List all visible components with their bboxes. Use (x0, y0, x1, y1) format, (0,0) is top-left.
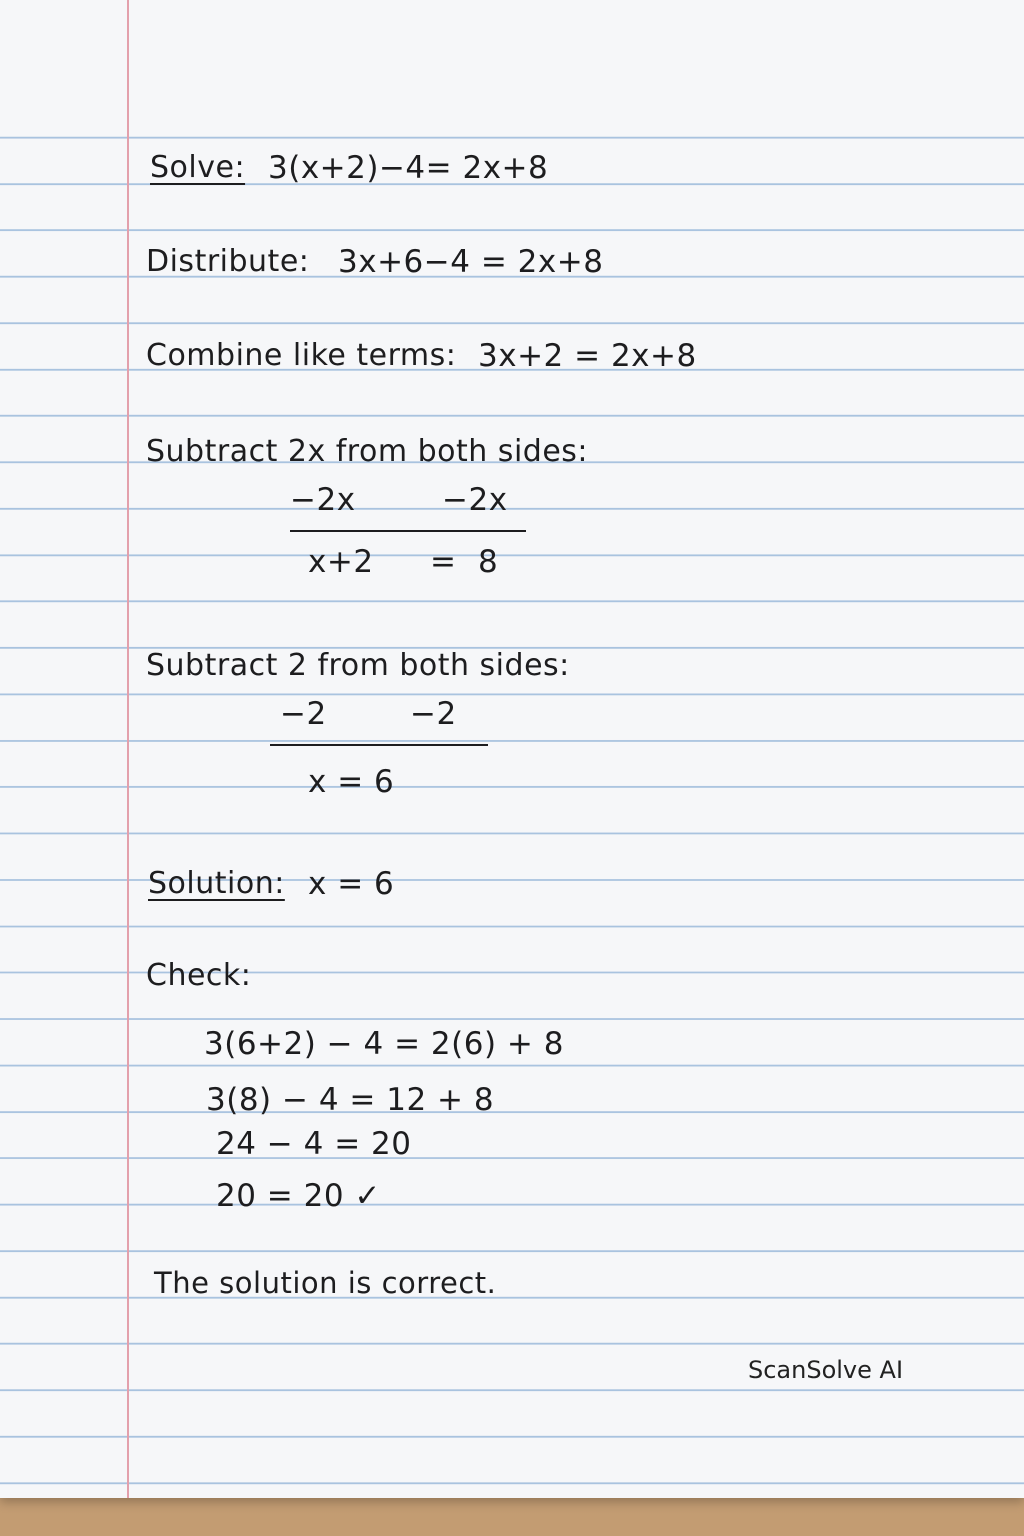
subtract-2x-instruction: Subtract 2x from both sides: (146, 434, 589, 469)
combine-equation: 3x+2 = 2x+8 (478, 338, 697, 374)
subtract-2-left-operand: −2 (280, 696, 327, 732)
subtract-2-rule (270, 744, 488, 746)
brand-signature: ScanSolve AI (748, 1356, 904, 1384)
subtract-2x-result-left: x+2 (308, 544, 374, 580)
problem-equation: 3(x+2)−4= 2x+8 (268, 150, 549, 186)
page-margin-line (127, 0, 129, 1498)
combine-label: Combine like terms: (146, 338, 457, 373)
subtract-2x-result-right: 8 (478, 544, 499, 580)
subtract-2x-right-operand: −2x (442, 482, 508, 518)
check-line: 24 − 4 = 20 (216, 1126, 412, 1162)
distribute-label: Distribute: (146, 244, 310, 279)
check-line: 20 = 20 ✓ (216, 1178, 381, 1214)
check-line: 3(6+2) − 4 = 2(6) + 8 (204, 1026, 564, 1062)
subtract-2x-result-equals: = (430, 544, 457, 580)
solution-value: x = 6 (308, 866, 395, 902)
problem-label: Solve: (150, 150, 246, 185)
check-label: Check: (146, 958, 252, 993)
check-line: 3(8) − 4 = 12 + 8 (206, 1082, 495, 1118)
subtract-2-right-operand: −2 (410, 696, 457, 732)
subtract-2-instruction: Subtract 2 from both sides: (146, 648, 570, 683)
conclusion-text: The solution is correct. (154, 1266, 497, 1300)
distribute-equation: 3x+6−4 = 2x+8 (338, 244, 604, 280)
subtract-2x-left-operand: −2x (290, 482, 356, 518)
subtract-2x-rule (290, 530, 526, 532)
solution-label: Solution: (148, 866, 285, 901)
page-header-margin (0, 0, 1024, 118)
subtract-2-result: x = 6 (308, 764, 395, 800)
